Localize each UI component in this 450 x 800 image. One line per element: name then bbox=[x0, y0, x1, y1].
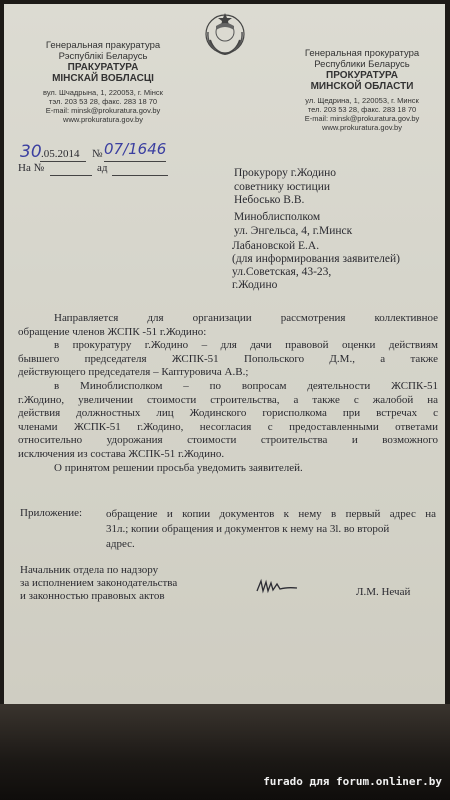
body-p2-line2: бывшего председателя ЖСПК-51 Попольского Д.М., а также bbox=[18, 352, 438, 365]
body-p3-line3: действия должностных лиц Жодинского горисполкома при встречах с bbox=[18, 407, 438, 420]
header-left-region bbox=[18, 73, 188, 84]
recipient-1-line3: Небосько В.В. bbox=[234, 194, 305, 206]
ref-label: На № bbox=[18, 162, 45, 174]
number-handwritten: 07/1646 bbox=[104, 140, 167, 158]
signatory-name: Л.М. Нечай bbox=[356, 586, 411, 598]
recipient-3 bbox=[232, 240, 400, 292]
number-underline bbox=[104, 161, 166, 162]
header-left-email: E-mail: minsk@prokuratura.gov.by bbox=[45, 106, 161, 115]
header-left-line1: Генеральная пракуратура bbox=[45, 40, 161, 51]
body-p2-line3: действующего председателя – Каптуровича А.В.; bbox=[18, 366, 249, 379]
body-p4: О принятом решении просьба уведомить заявителей. bbox=[54, 461, 303, 474]
body-p2-line1: в прокуратуру г.Жодино – для дачи правовой оценки действиям bbox=[54, 339, 438, 352]
header-right-email: E-mail: minsk@prokuratura.gov.by bbox=[304, 114, 420, 123]
body-p3-line1: в Миноблисполком – по вопросам деятельности ЖСПК-51 bbox=[54, 379, 438, 392]
header-right-site: www.prokuratura.gov.by bbox=[322, 123, 402, 132]
recipient-3-line1: Лабановской Е.А. bbox=[232, 240, 320, 252]
body-p3-line2: г.Жодино, увеличении стоимости строительства, а также с жалобой на bbox=[18, 393, 438, 406]
signatory-line2: за исполнением законодательства bbox=[20, 577, 178, 589]
header-right-org bbox=[282, 70, 442, 81]
header-left-org bbox=[18, 62, 188, 73]
attachment-line3: адрес. bbox=[106, 538, 135, 550]
header-right bbox=[282, 48, 442, 132]
body-text bbox=[18, 312, 438, 475]
header-left-line4: МІНСКАЙ ВОБЛАСЦІ bbox=[52, 73, 154, 84]
signatory-line3: и законностью правовых актов bbox=[20, 590, 165, 602]
attachment-line2: 31л.; копии обращения и документов к нему на 3l. во второй bbox=[106, 523, 390, 535]
header-right-line3: ПРОКУРАТУРА bbox=[326, 70, 398, 81]
signatory-title bbox=[20, 564, 177, 603]
header-right-tel: тел. 203 53 28, факс. 283 18 70 bbox=[307, 105, 417, 114]
recipient-1-line2: советнику юстиции bbox=[234, 180, 331, 193]
ref-number-line bbox=[50, 175, 92, 176]
recipient-1-line1: Прокурору г.Жодино bbox=[234, 167, 337, 179]
attachment-label: Приложение: bbox=[20, 507, 83, 519]
state-emblem-icon bbox=[202, 10, 248, 58]
recipient-3-line4: г.Жодино bbox=[232, 279, 278, 291]
date-printed: .05.2014 bbox=[41, 148, 80, 160]
recipient-2-line2: ул. Энгельса, 4, г.Минск bbox=[234, 224, 353, 237]
date-day-handwritten: 30 bbox=[20, 142, 42, 162]
number-prefix: № bbox=[92, 148, 103, 160]
header-left-site: www.prokuratura.gov.by bbox=[63, 115, 143, 124]
ref-mid: ад bbox=[97, 162, 108, 174]
forum-watermark: furado для forum.onliner.by bbox=[263, 775, 442, 788]
recipient-1 bbox=[234, 167, 336, 208]
recipient-3-line2: (для информирования заявителей) bbox=[232, 253, 400, 265]
body-p1-line2: обращение членов ЖСПК -51 г.Жодино: bbox=[18, 325, 207, 338]
ref-date-line bbox=[112, 175, 168, 176]
signatory-line1: Начальник отдела по надзору bbox=[20, 564, 159, 576]
header-left-addr: вул. Шчадрына, 1, 220053, г. Мінск bbox=[43, 88, 163, 97]
body-p3-line5: относительно удорожания стоимости строительства и возможного bbox=[18, 434, 438, 447]
header-right-line4: МИНСКОЙ ОБЛАСТИ bbox=[310, 81, 414, 92]
recipient-2-line1: Миноблисполком bbox=[234, 211, 321, 223]
date-underline bbox=[40, 161, 86, 162]
header-right-line1: Генеральная прокуратура bbox=[304, 48, 420, 59]
handwritten-signature-icon bbox=[255, 575, 299, 597]
header-right-addr: ул. Щедрина, 1, 220053, г. Минск bbox=[305, 96, 419, 105]
recipient-3-line3: ул.Советская, 43-23, bbox=[232, 266, 332, 278]
header-left-line2: Рэспублікі Беларусь bbox=[58, 51, 148, 62]
body-p1-line1: Направляется для организации рассмотрения коллективное bbox=[54, 312, 438, 324]
body-p3-line4: членами ЖСПК-51 г.Жодино, несогласия с предоставленными ответами bbox=[18, 420, 438, 433]
header-left-line3: ПРАКУРАТУРА bbox=[67, 62, 139, 73]
attachment-text bbox=[106, 507, 436, 552]
header-right-region bbox=[282, 81, 442, 92]
header-right-line2: Республики Беларусь bbox=[314, 59, 410, 70]
header-left bbox=[18, 40, 188, 124]
recipient-2 bbox=[234, 211, 352, 238]
attachment-line1: обращение и копии документов к нему в первый адрес на bbox=[106, 508, 436, 520]
body-p3-line6: исключения из состава ЖСПК-51 г.Жодино. bbox=[18, 447, 225, 460]
header-left-tel: тэл. 203 53 28, факс. 283 18 70 bbox=[48, 97, 158, 106]
